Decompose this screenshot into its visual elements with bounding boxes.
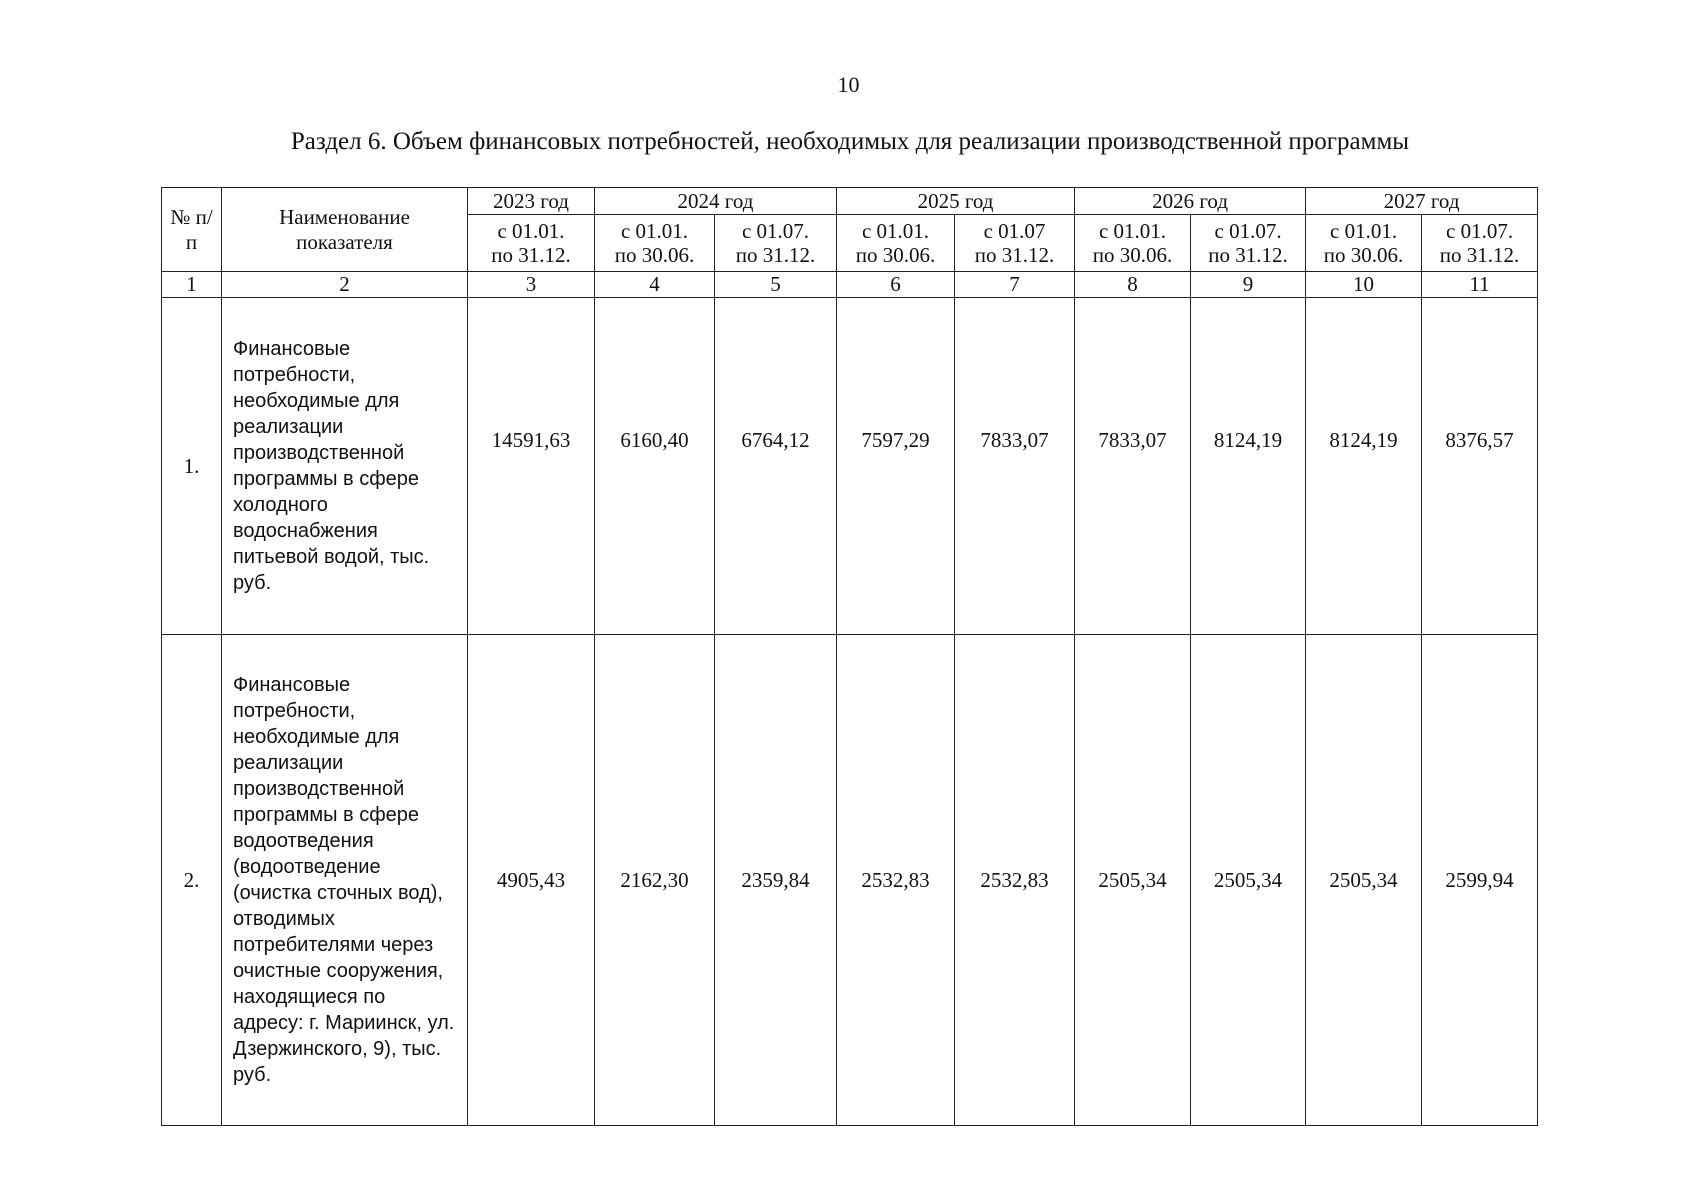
row-value: 8124,19 xyxy=(1306,298,1422,635)
header-year-2023: 2023 год xyxy=(468,188,595,215)
header-num: № п/п xyxy=(162,188,222,272)
header-year-2027: 2027 год xyxy=(1306,188,1538,215)
row-value: 2599,94 xyxy=(1422,635,1538,1126)
period-from: с 01.01. xyxy=(620,218,689,243)
column-number: 4 xyxy=(595,272,715,298)
column-number: 8 xyxy=(1075,272,1191,298)
column-number: 3 xyxy=(468,272,595,298)
period-to: по 31.12. xyxy=(974,243,1055,267)
header-period xyxy=(1191,215,1306,272)
period-to: по 31.12. xyxy=(491,243,571,267)
row-value: 7833,07 xyxy=(955,298,1075,635)
row-value: 2359,84 xyxy=(715,635,837,1126)
header-year-2026: 2026 год xyxy=(1075,188,1306,215)
header-year-2025: 2025 год xyxy=(837,188,1075,215)
period-to: по 30.06. xyxy=(855,243,936,267)
period-to: по 31.12. xyxy=(735,243,816,267)
column-number: 2 xyxy=(222,272,468,298)
row-name: Финансовые потребности, необходимые для реализации производственной программы в сфере водоотведения (водоотведение (очистка сточных вод), отводимых потребителями через очистные сооружения, находящиеся по адресу: г. Мариинск, ул. Дзержинского, 9), тыс. руб. xyxy=(222,635,468,1126)
row-value: 7597,29 xyxy=(837,298,955,635)
header-period xyxy=(955,215,1075,272)
row-value: 2505,34 xyxy=(1191,635,1306,1126)
header-year-2024: 2024 год xyxy=(595,188,837,215)
header-period xyxy=(715,215,837,272)
column-number: 9 xyxy=(1191,272,1306,298)
row-value: 2162,30 xyxy=(595,635,715,1126)
financial-needs-table xyxy=(161,187,1538,1126)
row-name: Финансовые потребности, необходимые для реализации производственной программы в сфере холодного водоснабжения питьевой водой, тыс. руб. xyxy=(222,298,468,635)
period-from: с 01.07. xyxy=(741,218,810,243)
table-row xyxy=(162,635,1538,1126)
row-value: 6764,12 xyxy=(715,298,837,635)
header-period xyxy=(1422,215,1538,272)
period-to: по 31.12. xyxy=(1439,243,1520,267)
period-to: по 30.06. xyxy=(1092,243,1173,267)
page-number: 10 xyxy=(837,72,860,97)
header-period xyxy=(1306,215,1422,272)
header-period xyxy=(468,215,595,272)
period-to: по 30.06. xyxy=(614,243,695,267)
row-number: 2. xyxy=(162,635,222,1126)
period-to: по 30.06. xyxy=(1323,243,1404,267)
period-from: с 01.07. xyxy=(1214,218,1282,243)
period-from: с 01.01. xyxy=(497,218,565,243)
column-number: 11 xyxy=(1422,272,1538,298)
row-value: 8124,19 xyxy=(1191,298,1306,635)
period-from: с 01.01. xyxy=(1098,218,1167,243)
column-number: 1 xyxy=(162,272,222,298)
table-row xyxy=(162,298,1538,635)
column-number: 7 xyxy=(955,272,1075,298)
column-number: 10 xyxy=(1306,272,1422,298)
header-period xyxy=(595,215,715,272)
row-value: 2505,34 xyxy=(1075,635,1191,1126)
row-number: 1. xyxy=(162,298,222,635)
row-value: 2532,83 xyxy=(955,635,1075,1126)
period-to: по 31.12. xyxy=(1208,243,1288,267)
column-number: 6 xyxy=(837,272,955,298)
row-value: 6160,40 xyxy=(595,298,715,635)
row-value: 8376,57 xyxy=(1422,298,1538,635)
row-value: 14591,63 xyxy=(468,298,595,635)
column-number-row xyxy=(162,272,1538,298)
row-value: 2532,83 xyxy=(837,635,955,1126)
column-number: 5 xyxy=(715,272,837,298)
header-name: Наименование показателя xyxy=(222,188,468,272)
row-value: 7833,07 xyxy=(1075,298,1191,635)
header-period xyxy=(837,215,955,272)
row-value: 4905,43 xyxy=(468,635,595,1126)
period-from: с 01.07 xyxy=(983,218,1046,243)
period-from: с 01.07. xyxy=(1446,218,1514,243)
period-from: с 01.01. xyxy=(1330,218,1398,243)
header-year-row xyxy=(162,188,1538,215)
header-period xyxy=(1075,215,1191,272)
period-from: с 01.01. xyxy=(861,218,930,243)
section-title: Раздел 6. Объем финансовых потребностей, необходимых для реализации производственной программы xyxy=(290,128,1410,155)
row-value: 2505,34 xyxy=(1306,635,1422,1126)
